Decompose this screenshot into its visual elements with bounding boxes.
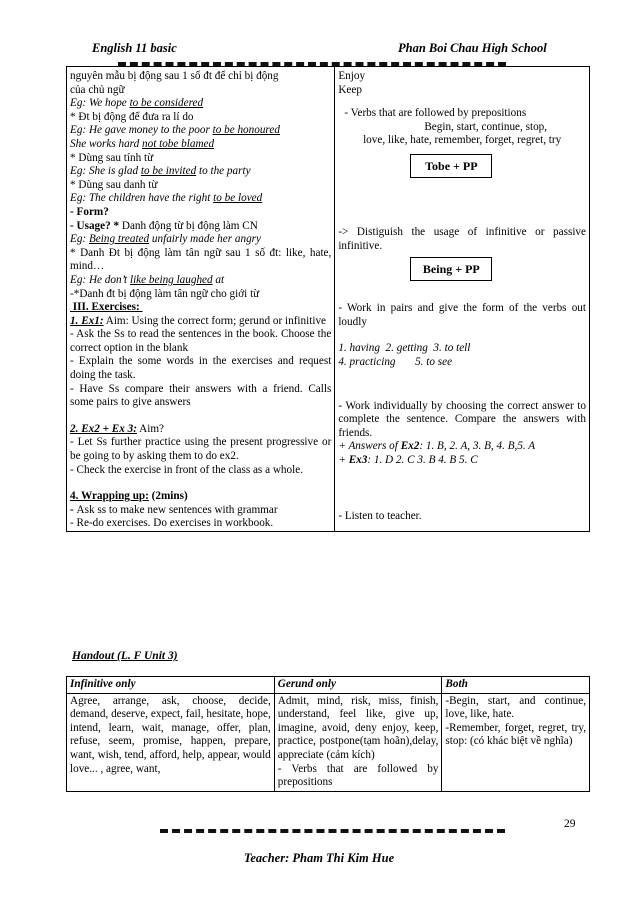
- header-both: Both: [442, 677, 590, 694]
- left-line: 2. Ex2 + Ex 3: Aim?: [70, 422, 165, 435]
- left-line: * Dùng sau danh từ: [70, 178, 158, 191]
- left-line: - Explain the some words in the exercises and request doing the task.: [70, 355, 332, 382]
- left-line: nguyên mẫu bị động sau 1 số đt để chỉ bị động: [70, 70, 279, 82]
- right-line: -> Distiguish the usage of infinitive or passive infinitive.: [338, 225, 586, 252]
- left-line: Eg: The children have the right to be loved: [70, 192, 263, 205]
- header-course: English 11 basic: [92, 41, 177, 55]
- left-line: * Dùng sau tính từ: [70, 151, 154, 164]
- page-number: 29: [564, 818, 576, 830]
- gerund-list: Admit, mind, risk, miss, finish, understand, feel like, give up, imagine, avoid, deny enjoy, keep, practice, postpone(tạm hoãn),delay, appreciate (cảm kích): [277, 694, 439, 761]
- left-line: Eg: She is glad to be invited to the party: [70, 165, 251, 178]
- left-line: Eg: We hope to be considered: [70, 97, 204, 110]
- gerund-extra: - Verbs that are followed by prepositions: [277, 762, 439, 789]
- left-line: 4. Wrapping up: (2mins): [70, 490, 188, 503]
- left-line: - Ask ss to make new sentences with grammar: [70, 503, 278, 516]
- footer-divider: [160, 829, 505, 833]
- left-line: * Đt bị động để đưa ra lí do: [70, 110, 194, 123]
- left-line: của chủ ngữ: [70, 83, 125, 96]
- left-line: - Have Ss compare their answers with a friend. Calls some pairs to give answers: [70, 382, 332, 409]
- header-infinitive: Infinitive only: [67, 677, 275, 694]
- left-line: 1. Ex1: Aim: Using the correct form; gerund or infinitive: [70, 314, 327, 327]
- teacher-activities-cell: [67, 67, 335, 532]
- left-line: - Check the exercise in front of the class as a whole.: [70, 463, 303, 476]
- tobe-pp-box: Tobe + PP: [410, 154, 492, 178]
- left-line: * Danh Đt bị động làm tân ngữ sau 1 số đt: like, hate, mind…: [70, 246, 332, 273]
- exercises-heading: III. Exercises:: [70, 301, 143, 314]
- right-line: Enjoy: [338, 70, 366, 82]
- right-line: 1. having 2. getting 3. to tell: [338, 342, 471, 355]
- handout-table: [66, 676, 590, 792]
- left-line: Eg: Being treated unfairly made her angry: [70, 233, 261, 246]
- both-line: -Begin, start, and continue, love, like, hate.: [445, 694, 586, 721]
- left-line: - Form?: [70, 205, 109, 218]
- both-cell: [442, 693, 590, 791]
- left-line: Eg: He don’t like being laughed at: [70, 273, 225, 286]
- right-line: 4. practicing 5. to see: [338, 355, 453, 368]
- right-line: + Answers of Ex2: 1. B, 2. A, 3. B, 4. B,5. A: [338, 440, 536, 453]
- gerund-cell: [274, 693, 442, 791]
- left-line: -*Danh đt bị động làm tân ngữ cho giới từ: [70, 287, 260, 300]
- right-line: Keep: [338, 83, 362, 96]
- right-line: Begin, start, continue, stop,: [424, 120, 548, 133]
- right-line: + Ex3: 1. D 2. C 3. B 4. B 5. C: [338, 453, 478, 466]
- student-activities-cell: [335, 67, 590, 532]
- right-line: - Verbs that are followed by prepositions: [344, 107, 527, 120]
- handout-title: Handout (L. F Unit 3): [72, 650, 178, 662]
- left-line: - Usage? * Danh động từ bị động làm CN: [70, 219, 258, 232]
- left-line: She works hard not tobe blamed: [70, 137, 215, 150]
- infinitive-list: Agree, arrange, ask, choose, decide, demand, deserve, expect, fail, hesitate, hope, intend, learn, wait, manage, offer, plan, refuse, seem, promise, happen, prepare, want, wish, tend, afford, help, appear, would love... , agree, want,: [67, 693, 275, 791]
- right-line: - Listen to teacher.: [338, 509, 422, 522]
- both-line: -Remember, forget, regret, try, stop: (có khác biệt về nghĩa): [445, 721, 586, 748]
- lesson-table: [66, 66, 590, 532]
- left-line: Eg: He gave money to the poor to be honoured: [70, 124, 280, 137]
- right-line: - Work individually by choosing the correct answer to complete the sentence. Compare the answers with friends.: [338, 399, 586, 439]
- header-gerund: Gerund only: [274, 677, 442, 694]
- being-pp-box: Being + PP: [410, 257, 492, 281]
- left-line: - Re-do exercises. Do exercises in workbook.: [70, 517, 274, 530]
- right-line: love, like, hate, remember, forget, regret, try: [363, 134, 562, 147]
- right-line: - Work in pairs and give the form of the verbs out loudly: [338, 302, 586, 328]
- footer-teacher: Teacher: Pham Thi Kim Hue: [243, 851, 395, 865]
- left-line: - Ask the Ss to read the sentences in the book. Choose the correct option in the blank: [70, 328, 332, 354]
- header-school: Phan Boi Chau High School: [398, 41, 547, 55]
- left-line: - Let Ss further practice using the present progressive or be going to by asking them to do ex2.: [70, 436, 332, 463]
